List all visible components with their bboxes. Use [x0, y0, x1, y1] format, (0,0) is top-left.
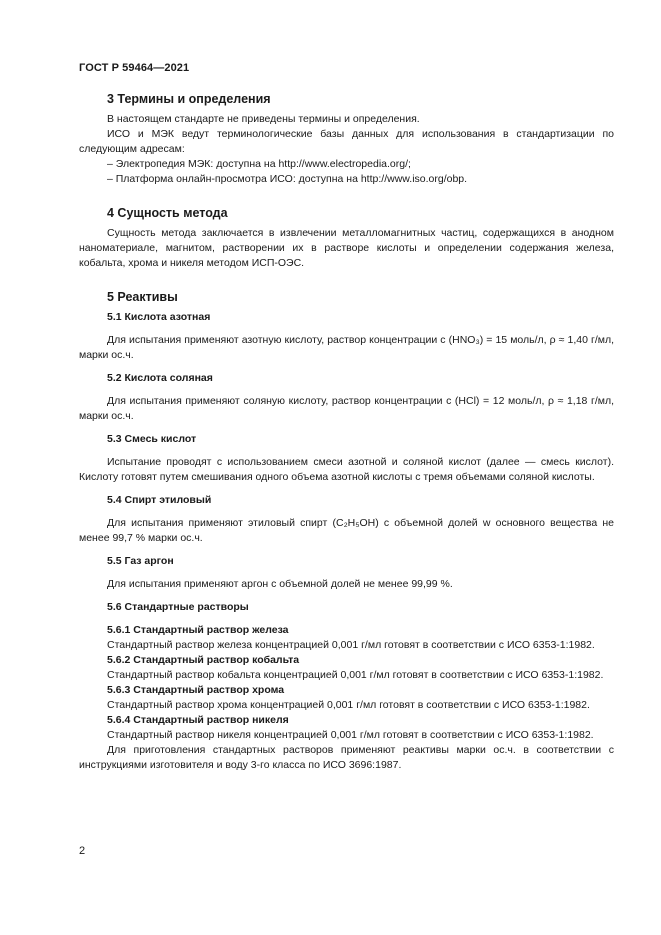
page-number: 2 [79, 845, 86, 857]
subsection-5-6-1-text: Стандартный раствор железа концентрацией 0,001 г/мл готовят в соответствии с ИСО 6353-1:1982. [107, 639, 595, 651]
section-4-title: 4 Сущность метода [107, 206, 228, 220]
subsection-5-6-4-text: Стандартный раствор никеля концентрацией 0,001 г/мл готовят в соответствии с ИСО 6353-1:1982. [107, 729, 594, 741]
subsection-5-5-text: Для испытания применяют аргон с объемной долей не менее 99,99 %. [107, 578, 453, 590]
section-3-paragraph-2: ИСО и МЭК ведут терминологические базы данных для использования в стандартизации по следующим адресам: [79, 128, 614, 155]
subsection-5-6-2-text: Стандартный раствор кобальта концентрацией 0,001 г/мл готовят в соответствии с ИСО 6353-1:1982. [107, 669, 604, 681]
subsection-5-6-3-text: Стандартный раствор хрома концентрацией 0,001 г/мл готовят в соответствии с ИСО 6353-1:1982. [107, 699, 590, 711]
subsection-5-6-2-title: 5.6.2 Стандартный раствор кобальта [107, 654, 300, 666]
list-item-iso-obp: – Платформа онлайн-просмотра ИСО: доступна на http://www.iso.org/obp. [107, 173, 468, 185]
subsection-5-3-title: 5.3 Смесь кислот [107, 433, 197, 445]
subsection-5-1-text: Для испытания применяют азотную кислоту, раствор концентрации c (HNO₃) = 15 моль/л, ρ ≈ 1,40 г/мл, марки ос.ч. [79, 334, 614, 361]
subsection-5-6-4-title: 5.6.4 Стандартный раствор никеля [107, 714, 289, 726]
subsection-5-6-3-title: 5.6.3 Стандартный раствор хрома [107, 684, 285, 696]
section-3-paragraph-1: В настоящем стандарте не приведены термины и определения. [107, 113, 420, 125]
subsection-5-5-title: 5.5 Газ аргон [107, 555, 174, 567]
subsection-5-4-title: 5.4 Спирт этиловый [107, 494, 212, 506]
subsection-5-4-text: Для испытания применяют этиловый спирт (C₂H₅OH) с объемной долей w основного вещества не менее 99,7 % марки ос.ч. [79, 517, 614, 544]
section-5-title: 5 Реактивы [107, 290, 178, 304]
subsection-5-3-text: Испытание проводят с использованием смеси азотной и соляной кислот (далее — смесь кислот). Кислоту готовят путем смешивания одного объема азотной кислоты с тремя объемами соляной кислоты. [79, 456, 614, 483]
subsection-5-6-title: 5.6 Стандартные растворы [107, 601, 249, 613]
list-item-electropedia: – Электропедия МЭК: доступна на http://www.electropedia.org/; [107, 158, 411, 170]
document-header: ГОСТ Р 59464—2021 [79, 62, 190, 74]
subsection-5-6-1-title: 5.6.1 Стандартный раствор железа [107, 624, 289, 636]
subsection-5-1-title: 5.1 Кислота азотная [107, 311, 211, 323]
document-body [79, 90, 614, 773]
subsection-5-6-note: Для приготовления стандартных растворов применяют реактивы марки ос.ч. в соответствии с инструкциями изготовителя и воду 3-го класса по ИСО 3696:1987. [79, 744, 614, 771]
section-4-paragraph: Сущность метода заключается в извлечении металломагнитных частиц, содержащихся в анодном наноматериале, магнитом, растворении их в растворе кислоты и определении содержания железа, кобальта, хрома и никеля методом ИСП-ОЭС. [79, 227, 614, 269]
section-3-title: 3 Термины и определения [107, 92, 271, 106]
subsection-5-2-title: 5.2 Кислота соляная [107, 372, 213, 384]
subsection-5-2-text: Для испытания применяют соляную кислоту, раствор концентрации c (HCl) = 12 моль/л, ρ ≈ 1,18 г/мл, марки ос.ч. [79, 395, 614, 422]
